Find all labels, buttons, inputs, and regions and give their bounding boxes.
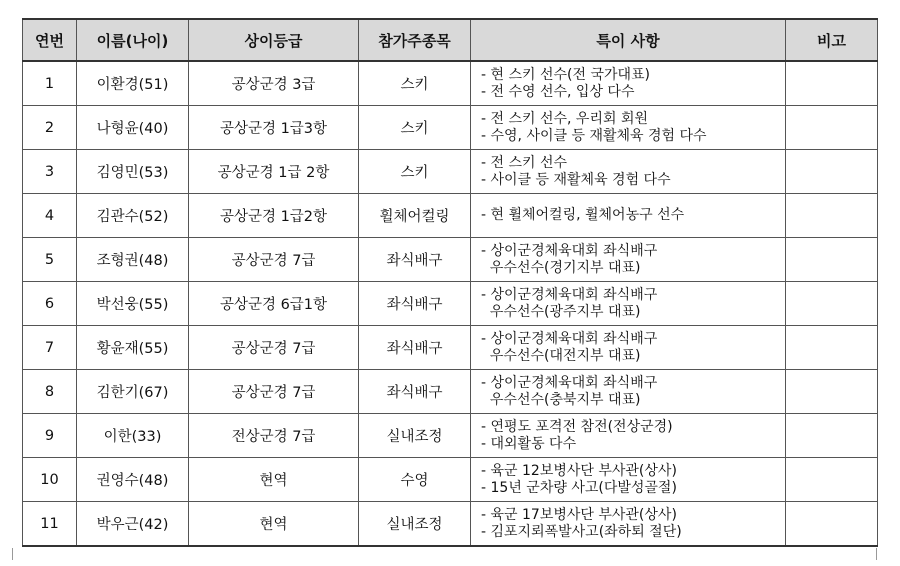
cell-notes <box>471 370 786 414</box>
note-line: - 상이군경체육대회 좌식배구 <box>481 330 658 347</box>
note-line: - 수영, 사이클 등 재활체육 경험 다수 <box>481 127 707 144</box>
cell-remark <box>786 194 878 238</box>
cell-name: 이환경(51) <box>77 61 189 106</box>
cell-notes <box>471 414 786 458</box>
header-name: 이름(나이) <box>77 19 189 61</box>
cell-no: 8 <box>23 370 77 414</box>
cell-grade: 현역 <box>189 458 359 502</box>
note-line: - 15년 군차량 사고(다발성골절) <box>481 479 677 496</box>
cell-name: 김영민(53) <box>77 150 189 194</box>
header-grade: 상이등급 <box>189 19 359 61</box>
cell-grade: 공상군경 3급 <box>189 61 359 106</box>
note-line: 우수선수(경기지부 대표) <box>481 259 641 276</box>
table-body <box>23 61 878 546</box>
table-row <box>23 458 878 502</box>
cell-grade: 공상군경 1급2항 <box>189 194 359 238</box>
cell-remark <box>786 106 878 150</box>
cell-remark <box>786 238 878 282</box>
table-row <box>23 414 878 458</box>
note-line: - 육군 17보병사단 부사관(상사) <box>481 506 677 523</box>
athlete-table <box>22 18 878 547</box>
table-row <box>23 150 878 194</box>
note-line: 우수선수(광주지부 대표) <box>481 303 641 320</box>
cell-grade: 현역 <box>189 502 359 547</box>
cell-no: 7 <box>23 326 77 370</box>
cell-sport: 수영 <box>359 458 471 502</box>
cell-sport: 실내조정 <box>359 502 471 547</box>
cell-no: 5 <box>23 238 77 282</box>
cell-remark <box>786 414 878 458</box>
cell-name: 박우근(42) <box>77 502 189 547</box>
cell-remark <box>786 282 878 326</box>
table-row <box>23 502 878 547</box>
cell-name: 김관수(52) <box>77 194 189 238</box>
cell-no: 3 <box>23 150 77 194</box>
page-corner-mark <box>876 548 889 560</box>
cell-remark <box>786 370 878 414</box>
cell-grade: 공상군경 7급 <box>189 238 359 282</box>
cell-no: 9 <box>23 414 77 458</box>
note-line: - 현 휠체어컬링, 휠체어농구 선수 <box>481 207 685 223</box>
note-line: - 육군 12보병사단 부사관(상사) <box>481 462 677 479</box>
cell-grade: 공상군경 1급3항 <box>189 106 359 150</box>
note-line: - 전 스키 선수 <box>481 154 568 171</box>
cell-notes <box>471 238 786 282</box>
note-line: - 상이군경체육대회 좌식배구 <box>481 374 658 391</box>
cell-notes <box>471 502 786 547</box>
header-remark: 비고 <box>786 19 878 61</box>
page-corner-mark <box>0 548 13 560</box>
note-line: 우수선수(대전지부 대표) <box>481 347 641 364</box>
table-row <box>23 194 878 238</box>
cell-name: 김한기(67) <box>77 370 189 414</box>
cell-name: 이한(33) <box>77 414 189 458</box>
cell-grade: 전상군경 7급 <box>189 414 359 458</box>
cell-no: 6 <box>23 282 77 326</box>
cell-no: 1 <box>23 61 77 106</box>
cell-sport: 스키 <box>359 106 471 150</box>
cell-notes <box>471 326 786 370</box>
cell-no: 4 <box>23 194 77 238</box>
note-line: - 상이군경체육대회 좌식배구 <box>481 286 658 303</box>
table-row <box>23 238 878 282</box>
cell-name: 조형권(48) <box>77 238 189 282</box>
note-line: - 대외활동 다수 <box>481 435 577 452</box>
table-row <box>23 106 878 150</box>
cell-grade: 공상군경 6급1항 <box>189 282 359 326</box>
cell-sport: 좌식배구 <box>359 282 471 326</box>
cell-notes <box>471 282 786 326</box>
cell-notes <box>471 150 786 194</box>
cell-no: 10 <box>23 458 77 502</box>
cell-grade: 공상군경 7급 <box>189 370 359 414</box>
cell-sport: 휠체어컬링 <box>359 194 471 238</box>
cell-sport: 실내조정 <box>359 414 471 458</box>
cell-notes <box>471 61 786 106</box>
cell-remark <box>786 150 878 194</box>
cell-remark <box>786 61 878 106</box>
note-line: - 현 스키 선수(전 국가대표) <box>481 66 651 83</box>
note-line: - 상이군경체육대회 좌식배구 <box>481 242 658 259</box>
cell-remark <box>786 458 878 502</box>
cell-remark <box>786 326 878 370</box>
cell-sport: 좌식배구 <box>359 238 471 282</box>
cell-name: 권영수(48) <box>77 458 189 502</box>
note-line: - 김포지뢰폭발사고(좌하퇴 절단) <box>481 523 682 540</box>
table-row <box>23 370 878 414</box>
cell-name: 황윤재(55) <box>77 326 189 370</box>
header-no: 연번 <box>23 19 77 61</box>
table-row <box>23 282 878 326</box>
cell-grade: 공상군경 1급 2항 <box>189 150 359 194</box>
cell-notes <box>471 458 786 502</box>
note-line: - 전 스키 선수, 우리회 회원 <box>481 110 648 127</box>
cell-sport: 스키 <box>359 61 471 106</box>
note-line: - 사이클 등 재활체육 경험 다수 <box>481 171 671 188</box>
note-line: - 전 수영 선수, 입상 다수 <box>481 83 635 100</box>
table-row <box>23 61 878 106</box>
note-line: - 연평도 포격전 참전(전상군경) <box>481 418 673 435</box>
cell-sport: 좌식배구 <box>359 370 471 414</box>
table-row <box>23 326 878 370</box>
header-sport: 참가주종목 <box>359 19 471 61</box>
cell-name: 박선웅(55) <box>77 282 189 326</box>
cell-sport: 좌식배구 <box>359 326 471 370</box>
cell-no: 11 <box>23 502 77 547</box>
cell-notes <box>471 194 786 238</box>
cell-no: 2 <box>23 106 77 150</box>
cell-remark <box>786 502 878 547</box>
header-notes: 특이 사항 <box>471 19 786 61</box>
cell-name: 나형윤(40) <box>77 106 189 150</box>
cell-notes <box>471 106 786 150</box>
header-row <box>23 19 878 61</box>
cell-sport: 스키 <box>359 150 471 194</box>
note-line: 우수선수(충북지부 대표) <box>481 391 641 408</box>
cell-grade: 공상군경 7급 <box>189 326 359 370</box>
